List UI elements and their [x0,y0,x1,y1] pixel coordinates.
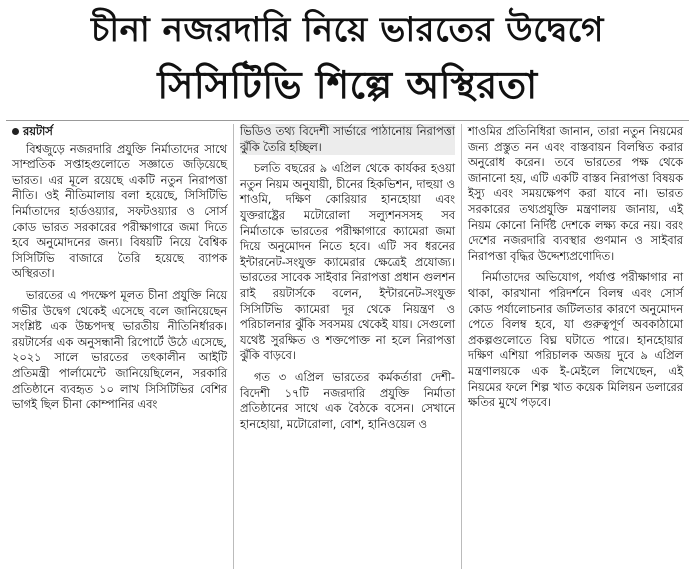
paragraph: বিশ্বজুড়ে নজরদারি প্রযুক্তি নির্মাতাদের সাথে সাম্প্রতিক সপ্তাহগুলোতে সজ্ঞাতে জড়িয়েছে ভারত। এর মূলে রয়েছে একটি নতুন নিরাপত্তা নীতি। ওই নীতিমালায় বলা হয়েছে, সিসিটিভি নির্মাতাদের হার্ডওয়্যার, সফটওয়্যার ও সোর্স কোড ভারত সরকারের পরীক্ষাগারে জমা দিতে হবে অনুমোদনের জন্য। বিষয়টি নিয়ে বৈশ্বিক সিসিটিভি বাজারে তৈরি হয়েছে ব্যাপক অস্থিরতা। [12,142,227,281]
bullet-icon [12,128,19,135]
headline-line-2: সিসিটিভি শিল্পে অস্থিরতা [157,63,538,107]
column-2 [233,124,461,569]
paragraph: গত ৩ এপ্রিল ভারতের কর্মকর্তারা দেশী-বিদেশী ১৭টি নজরদারি প্রযুক্তি নির্মাতা প্রতিষ্ঠানের সাথে এক বৈঠকে বসেন। সেখানে হানহোয়া, মটোরোলা, বোশ, হানিওয়েল ও [240,370,455,431]
paragraph: শাওমির প্রতিনিধিরা জানান, তারা নতুন নিয়মের জন্য প্রস্তুত নন এবং বাস্তবায়ন বিলম্বিত করার অনুরোধ করেন। তবে ভারতের পক্ষ থেকে জানানো হয়, এটি একটি বাস্তব নিরাপত্তা বিষয়ক ইস্যু এবং সময়ক্ষেপণ করা যাবে না। ভারত সরকারের তথ্যপ্রযুক্তি মন্ত্রণালয় জানায়, এই নিয়ম কোনো নির্দিষ্ট দেশকে লক্ষ্য করে নয়। বরং দেশের নজরদারি ব্যবস্থার গুণমান ও সাইবার নিরাপত্তা বৃদ্ধির উদ্দেশ্যপ্রণোদিত। [468,125,683,263]
paragraph: চলতি বছরের ৯ এপ্রিল থেকে কার্যকর হওয়া নতুন নিয়ম অনুযায়ী, চীনের হিকভিশন, দাহুয়া ও শাওমি, দক্ষিণ কোরিয়ার হানহোয়া এবং যুক্তরাষ্ট্রের মটোরোলা সল্যুশনসসহ সব নির্মাতাকে ভারতের পরীক্ষাগারে ক্যামেরা জমা দিয়ে অনুমোদন নিতে হবে। এটি সব ধরনের ইন্টারনেট-সংযুক্ত ক্যামেরার ক্ষেত্রেই প্রযোজ্য। ভারতের সাবেক সাইবার নিরাপত্তা প্রধান গুলশন রাই রয়টার্সকে বলেন, ইন্টারনেট-সংযুক্ত সিসিটিভি ক্যামেরা দূর থেকে নিয়ন্ত্রণ ও পরিচালনার ঝুঁকি সবসময় থেকেই যায়। সেগুলো যথেষ্ট সুরক্ষিত ও শক্তপোক্ত না হলে নিরাপত্তা ঝুঁকি বাড়বে। [240,162,455,363]
byline-text: রয়টার্স [23,125,53,138]
column-3 [461,124,689,569]
byline [12,124,227,140]
column-1 [6,124,233,569]
article-body [6,124,689,569]
paragraph: নির্মাতাদের অভিযোগ, পর্যাপ্ত পরীক্ষাগার না থাকা, কারখানা পরিদর্শনে বিলম্ব এবং সোর্স কোড পর্যালোচনার জটিলতার কারণে অনুমোদন পেতে বিলম্ব হবে, যা গুরুত্বপূর্ণ অবকাঠামো প্রকল্পগুলোতে বিঘ্ন ঘটাতে পারে। হানহোয়ার দক্ষিণ এশিয়া পরিচালক অজয় দুবে ৯ এপ্রিল মন্ত্রণালয়কে এক ই-মেইলে লিখেছেন, এই নিয়মের ফলে শিল্প খাত কয়েক মিলিয়ন ডলারের ক্ষতির মুখে পড়বে। [468,271,683,410]
paragraph: ভারতের এ পদক্ষেপ মূলত চীনা প্রযুক্তি নিয়ে গভীর উদ্বেগ থেকেই এসেছে বলে জানিয়েছেন সংশ্লিষ্ট এক উচ্চপদস্থ ভারতীয় নীতিনির্ধারক। রয়টার্সের এক অনুসন্ধানী রিপোর্টে উঠে এসেছে, ২০২১ সালে ভারতের তৎকালীন আইটি প্রতিমন্ত্রী পার্লামেন্টে জানিয়েছিলেন, সরকারি প্রতিষ্ঠানে ব্যবহৃত ১০ লাখ সিসিটিভির বেশির ভাগই ছিল চীনা কোম্পানির এবং [12,288,227,412]
paragraph: ভিডিও তথ্য বিদেশী সার্ভারে পাঠানোয় নিরাপত্তা ঝুঁকি তৈরি হচ্ছিল। [240,125,455,154]
headline-divider [6,120,689,121]
headline-line-1: চীনা নজরদারি নিয়ে ভারতের উদ্বেগে [91,10,604,50]
